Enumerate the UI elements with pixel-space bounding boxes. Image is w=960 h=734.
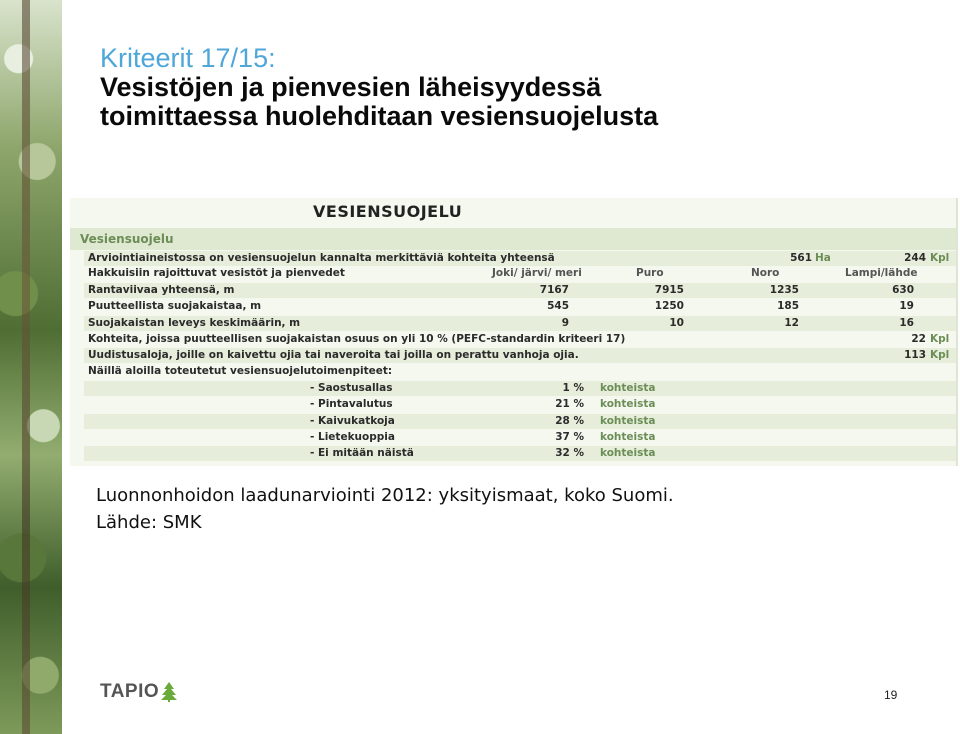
row-value: 10 bbox=[669, 317, 684, 329]
measure-label: - Saostusallas bbox=[310, 382, 393, 394]
row-value: 22 bbox=[911, 333, 926, 345]
measure-percent: 1 % bbox=[562, 382, 584, 394]
slide-title bbox=[100, 44, 658, 131]
table-title: VESIENSUOJELU bbox=[313, 202, 463, 221]
row-label: Kohteita, joissa puutteellisen suojakaistan osuus on yli 10 % (PEFC-standardin kriteeri 17) bbox=[88, 333, 626, 345]
measure-unit: kohteista bbox=[600, 431, 656, 443]
row-value: 545 bbox=[547, 300, 569, 312]
row-value: 185 bbox=[777, 300, 799, 312]
table-row bbox=[84, 414, 956, 429]
tapio-logo bbox=[100, 680, 177, 704]
water-protection-table bbox=[70, 198, 958, 466]
measure-label: - Pintavalutus bbox=[310, 398, 393, 410]
column-header: Puro bbox=[636, 267, 664, 279]
table-row bbox=[84, 283, 956, 298]
row-value: 1250 bbox=[654, 300, 684, 312]
row-label: Puutteellista suojakaistaa, m bbox=[88, 300, 262, 312]
row-value: 561 bbox=[790, 252, 812, 264]
measure-unit: kohteista bbox=[600, 398, 656, 410]
logo-text: TAPIO bbox=[100, 681, 160, 702]
column-header: Noro bbox=[751, 267, 780, 279]
row-label: Suojakaistan leveys keskimäärin, m bbox=[88, 317, 301, 329]
table-row bbox=[84, 430, 956, 445]
row-value: 113 bbox=[904, 349, 926, 361]
row-value: 9 bbox=[561, 317, 569, 329]
row-label: Näillä aloilla toteutetut vesiensuojelutoimenpiteet: bbox=[88, 365, 393, 377]
table-row bbox=[84, 397, 956, 412]
measure-percent: 28 % bbox=[555, 415, 584, 427]
row-value: 7915 bbox=[654, 284, 684, 296]
measure-label: - Lietekuoppia bbox=[310, 431, 395, 443]
column-header: Joki/ järvi/ meri bbox=[492, 267, 582, 279]
page-number: 19 bbox=[884, 688, 898, 702]
table-row bbox=[84, 266, 956, 281]
measure-unit: kohteista bbox=[600, 447, 656, 459]
measure-percent: 37 % bbox=[555, 431, 584, 443]
table-row bbox=[84, 364, 956, 379]
slide-caption bbox=[96, 482, 674, 536]
row-value: 7167 bbox=[539, 284, 569, 296]
table-row bbox=[84, 299, 956, 314]
row-unit: Kpl bbox=[930, 252, 950, 264]
table-row bbox=[84, 446, 956, 461]
row-label: Rantaviivaa yhteensä, m bbox=[88, 284, 235, 296]
table-row bbox=[84, 332, 956, 347]
table-row bbox=[84, 316, 956, 331]
row-unit: Kpl bbox=[930, 349, 950, 361]
measure-unit: kohteista bbox=[600, 382, 656, 394]
row-value: 16 bbox=[899, 317, 914, 329]
measure-unit: kohteista bbox=[600, 415, 656, 427]
table-section-heading: Vesiensuojelu bbox=[70, 228, 956, 250]
row-value: 630 bbox=[892, 284, 914, 296]
measure-percent: 32 % bbox=[555, 447, 584, 459]
row-value: 12 bbox=[784, 317, 799, 329]
title-line-2: toimittaessa huolehditaan vesiensuojelusta bbox=[100, 101, 659, 131]
row-value: 244 bbox=[904, 252, 926, 264]
title-line-1: Vesistöjen ja pienvesien läheisyydessä bbox=[100, 72, 602, 102]
column-header: Lampi/lähde bbox=[845, 267, 918, 279]
row-unit: Kpl bbox=[930, 333, 950, 345]
measure-label: - Ei mitään näistä bbox=[310, 447, 414, 459]
row-label: Hakkuisiin rajoittuvat vesistöt ja pienvedet bbox=[88, 267, 345, 279]
row-label: Arviointiaineistossa on vesiensuojelun kannalta merkittäviä kohteita yhteensä bbox=[88, 252, 555, 264]
caption-source-line: Luonnonhoidon laadunarviointi 2012: yksityismaat, koko Suomi. bbox=[96, 485, 674, 506]
row-label: Uudistusaloja, joille on kaivettu ojia tai naveroita tai joilla on perattu vanhoja ojia. bbox=[88, 349, 579, 361]
forest-photo-strip bbox=[0, 0, 62, 734]
row-value: 19 bbox=[899, 300, 914, 312]
measure-label: - Kaivukatkoja bbox=[310, 415, 395, 427]
title-kicker: Kriteerit 17/15: bbox=[100, 43, 276, 73]
row-unit: Ha bbox=[815, 252, 831, 264]
caption-credit-line: Lähde: SMK bbox=[96, 512, 202, 533]
table-row bbox=[84, 348, 956, 363]
row-value: 1235 bbox=[769, 284, 799, 296]
tree-icon bbox=[161, 682, 177, 702]
table-row bbox=[84, 251, 956, 266]
measure-percent: 21 % bbox=[555, 398, 584, 410]
table-row bbox=[84, 381, 956, 396]
